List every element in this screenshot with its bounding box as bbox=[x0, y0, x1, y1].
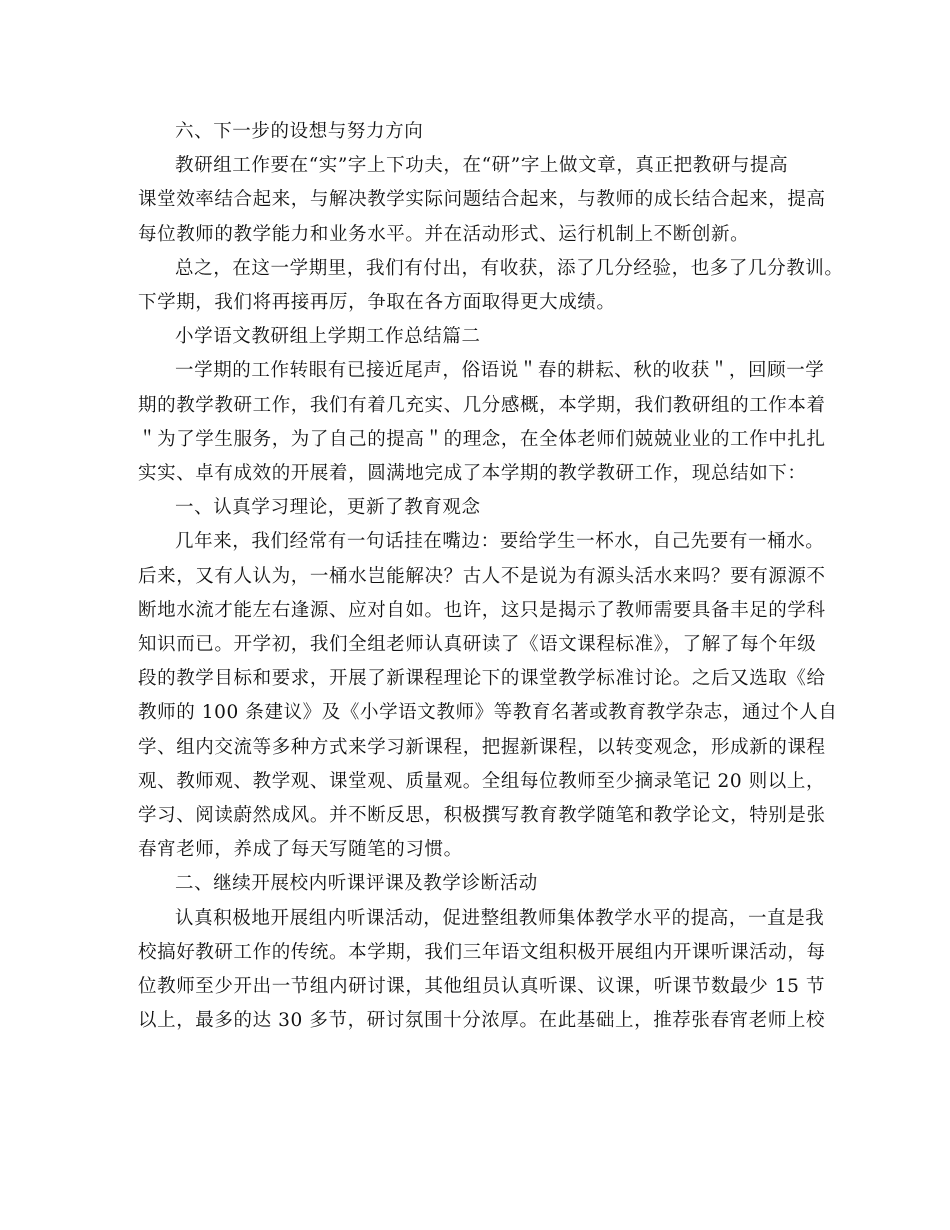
paragraph bbox=[138, 252, 844, 320]
text-line: 春宵老师，养成了每天写随笔的习惯。 bbox=[138, 839, 463, 861]
text-line: ＂为了学生服务，为了自己的提高＂的理念，在全体老师们兢兢业业的工作中扎扎 bbox=[138, 428, 826, 450]
text-line: 六、下一步的设想与努力方向 bbox=[175, 121, 424, 142]
text-line: 观、教师观、教学观、课堂观、质量观。全组每位教师至少摘录笔记 20 则以上， bbox=[138, 770, 826, 792]
text-line: 下学期，我们将再接再厉，争取在各方面取得更大成绩。 bbox=[138, 292, 616, 314]
section-heading-part-two bbox=[138, 320, 814, 354]
text-line: 一、认真学习理论，更新了教育观念 bbox=[175, 497, 481, 519]
text-line: 段的教学目标和要求，开展了新课程理论下的课堂教学标准讨论。之后又选取《给 bbox=[138, 668, 826, 690]
section-heading-next-steps bbox=[138, 115, 814, 149]
text-line: 几年来，我们经常有一句话挂在嘴边：要给学生一杯水，自己先要有一桶水。 bbox=[175, 531, 825, 553]
text-line: 每位教师的教学能力和业务水平。并在活动形式、运行机制上不断创新。 bbox=[138, 223, 750, 245]
text-line: 二、继续开展校内听课评课及教学诊断活动 bbox=[175, 873, 538, 895]
text-line: 期的教学教研工作，我们有着几充实、几分感概，本学期，我们教研组的工作本着 bbox=[138, 394, 826, 416]
document-body bbox=[138, 115, 844, 1038]
paragraph bbox=[138, 149, 826, 252]
text-line: 教师的 100 条建议》及《小学语文教师》等教育名著或教育教学杂志，通过个人自 bbox=[138, 702, 838, 724]
text-line: 位教师至少开出一节组内研讨课，其他组员认真听课、议课，听课节数最少 15 节 bbox=[138, 976, 826, 998]
section-heading-observation bbox=[138, 867, 814, 901]
text-line: 认真积极地开展组内听课活动，促进整组教师集体教学水平的提高，一直是我 bbox=[175, 907, 825, 929]
text-line: 总之，在这一学期里，我们有付出，有收获，添了几分经验，也多了几分教训。 bbox=[175, 257, 844, 279]
section-heading-theory bbox=[138, 491, 814, 525]
text-line: 课堂效率结合起来，与解决教学实际问题结合起来，与教师的成长结合起来，提高 bbox=[138, 189, 826, 211]
text-line: 后来，又有人认为，一桶水岂能解决？古人不是说为有源头活水来吗？要有源源不 bbox=[138, 565, 826, 587]
text-line: 一学期的工作转眼有已接近尾声，俗语说＂春的耕耘、秋的收获＂，回顾一学 bbox=[175, 360, 825, 382]
text-line: 学、组内交流等多种方式来学习新课程，把握新课程，以转变观念，形成新的课程 bbox=[138, 736, 826, 758]
text-line: 校搞好教研工作的传统。本学期，我们三年语文组积极开展组内开课听课活动，每 bbox=[138, 941, 826, 963]
paragraph bbox=[138, 354, 826, 491]
text-line: 知识而已。开学初，我们全组老师认真研读了《语文课程标准》，了解了每个年级 bbox=[138, 634, 817, 656]
paragraph bbox=[138, 902, 826, 1039]
text-line: 学习、阅读蔚然成风。并不断反思，积极撰写教育教学随笔和教学论文，特别是张 bbox=[138, 805, 826, 827]
text-line: 小学语文教研组上学期工作总结篇二 bbox=[175, 326, 481, 348]
text-line: 以上，最多的达 30 多节，研讨氛围十分浓厚。在此基础上，推荐张春宵老师上校 bbox=[138, 1010, 826, 1032]
text-line: 教研组工作要在“实”字上下功夫，在“研”字上做文章，真正把教研与提高 bbox=[175, 155, 789, 177]
text-line: 实实、卓有成效的开展着，圆满地完成了本学期的教学教研工作，现总结如下： bbox=[138, 463, 807, 485]
paragraph bbox=[138, 525, 838, 867]
text-line: 断地水流才能左右逢源、应对自如。也许，这只是揭示了教师需要具备丰足的学科 bbox=[138, 599, 826, 621]
